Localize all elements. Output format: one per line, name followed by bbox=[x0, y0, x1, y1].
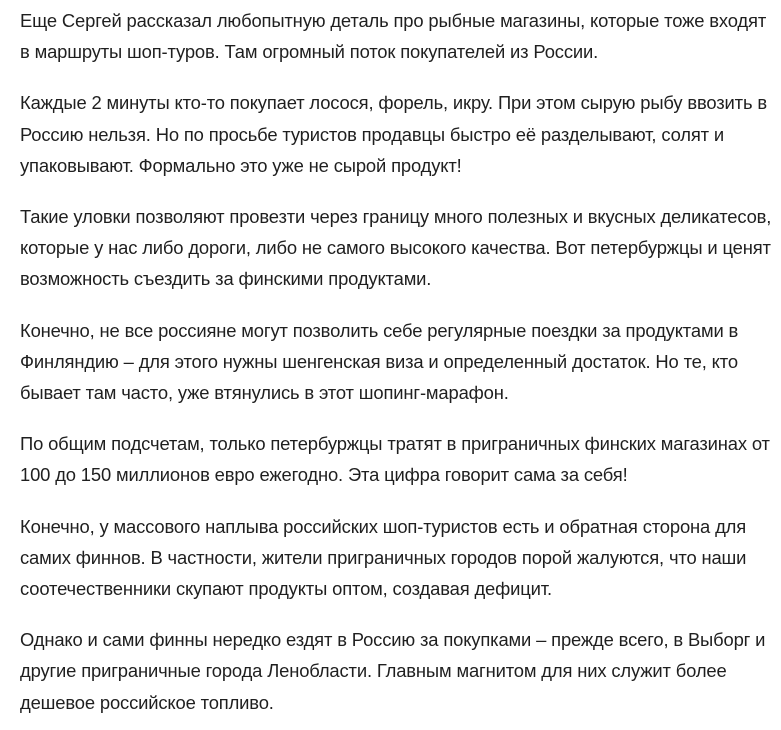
article-paragraph-3: Такие уловки позволяют провезти через границу много полезных и вкусных деликатесов, которые у нас либо дороги, либо не самого высокого качества. Вот петербуржцы и ценят возможность съездить за финскими продуктами. bbox=[20, 206, 772, 290]
article-paragraph-4: Конечно, не все россияне могут позволить себе регулярные поездки за продуктами в Финляндию – для этого нужны шенгенская виза и определенный достаток. Но те, кто бывает там часто, уже втянулись в этот шопинг-марафон. bbox=[20, 319, 739, 404]
article-paragraph-2: Каждые 2 минуты кто-то покупает лосося, форель, икру. При этом сырую рыбу ввозить в Россию нельзя. Но по просьбе туристов продавцы быстро её разделывают, солят и упаковывают. Формально это уже не сырой продукт! bbox=[20, 92, 767, 176]
article-paragraph-1: Еще Сергей рассказал любопытную деталь про рыбные магазины, которые тоже входят в маршруты шоп-туров. Там огромный поток покупателей из России. bbox=[20, 10, 767, 63]
article-paragraph-6: Конечно, у массового наплыва российских шоп-туристов есть и обратная сторона для самих финнов. В частности, жители приграничных городов порой жалуются, что наши соотечественники скупают продукты оптом, создавая дефицит. bbox=[20, 515, 747, 600]
article-paragraph-5: По общим подсчетам, только петербуржцы тратят в приграничных финских магазинах от 100 до 150 миллионов евро ежегодно. Эта цифра говорит сама за себя! bbox=[20, 433, 770, 486]
article-paragraph-7: Однако и сами финны нередко ездят в Россию за покупками – прежде всего, в Выборг и другие приграничные города Ленобласти. Главным магнитом для них служит более дешевое российское топливо. bbox=[20, 629, 766, 713]
